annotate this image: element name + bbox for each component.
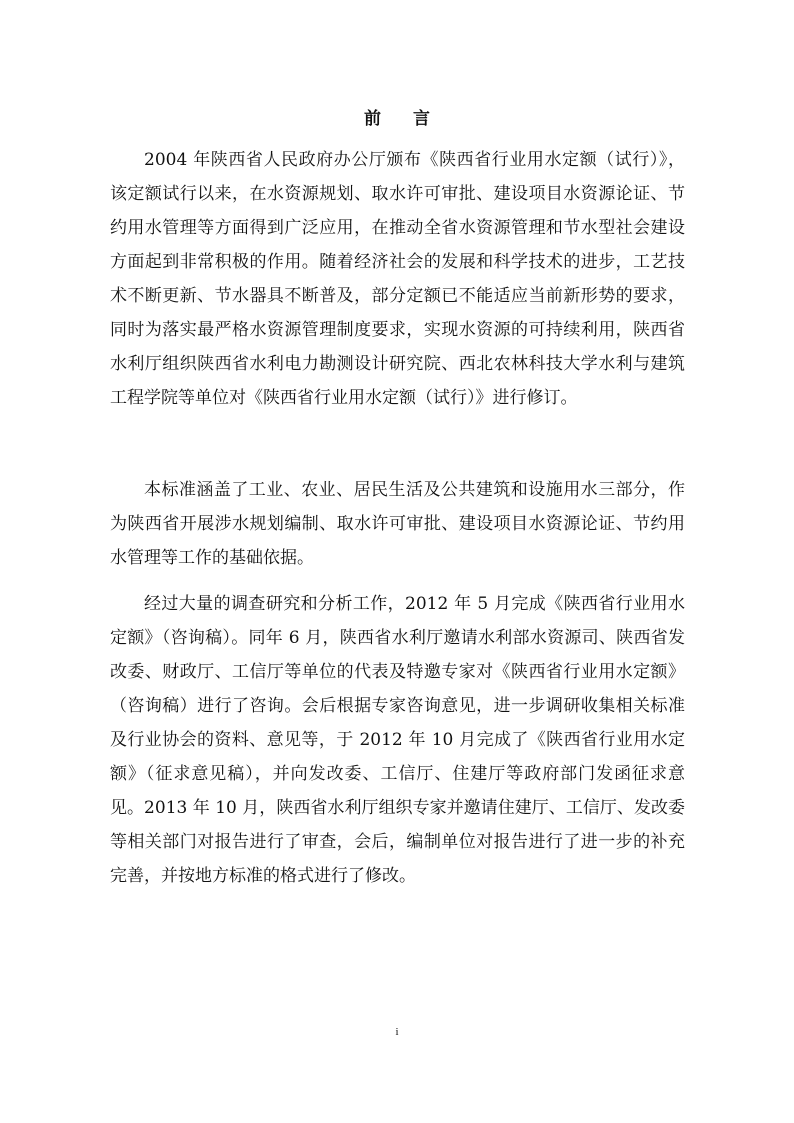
paragraph-1: 2004 年陕西省人民政府办公厅颁布《陕西省行业用水定额（试行）》，该定额试行以来，在水资源规划、取水许可审批、建设项目水资源论证、节约用水管理等方面得到广泛应用，在推动全省水资源管理和节水型社会建设方面起到非常积极的作用。随着经济社会的发展和科学技术的进步，工艺技术不断更新、节水器具不断普及，部分定额已不能适应当前新形势的要求，同时为落实最严格水资源管理制度要求，实现水资源的可持续利用，陕西省水利厅组织陕西省水利电力勘测设计研究院、西北农林科技大学水利与建筑工程学院等单位对《陕西省行业用水定额（试行）》进行修订。 [110, 150, 685, 408]
paragraph-3: 经过大量的调查研究和分析工作，2012 年 5 月完成《陕西省行业用水定额》（咨询稿）。同年 6 月，陕西省水利厅邀请水利部水资源司、陕西省发改委、财政厅、工信厅等单位的代表及特邀专家对《陕西省行业用水定额》（咨询稿）进行了咨询。会后根据专家咨询意见，进一步调研收集相关标准及行业协会的资料、意见等，于 2012 年 10 月完成了《陕西省行业用水定额》（征求意见稿），并向发改委、工信厅、住建厅等政府部门发函征求意见。2013 年 10 月，陕西省水利厅组织专家并邀请住建厅、工信厅、发改委等相关部门对报告进行了审查，会后，编制单位对报告进行了进一步的补充完善，并按地方标准的格式进行了修改。 [110, 594, 685, 886]
page-number: i [395, 1026, 399, 1038]
paragraph-block-1 [110, 143, 685, 415]
paragraph-2: 本标准涵盖了工业、农业、居民生活及公共建筑和设施用水三部分，作为陕西省开展涉水规划编制、取水许可审批、建设项目水资源论证、节约用水管理等工作的基础依据。 [110, 480, 685, 568]
paragraph-block-3 [110, 587, 685, 893]
paragraph-block-2 [110, 473, 685, 575]
page-title: 前 言 [364, 109, 443, 129]
